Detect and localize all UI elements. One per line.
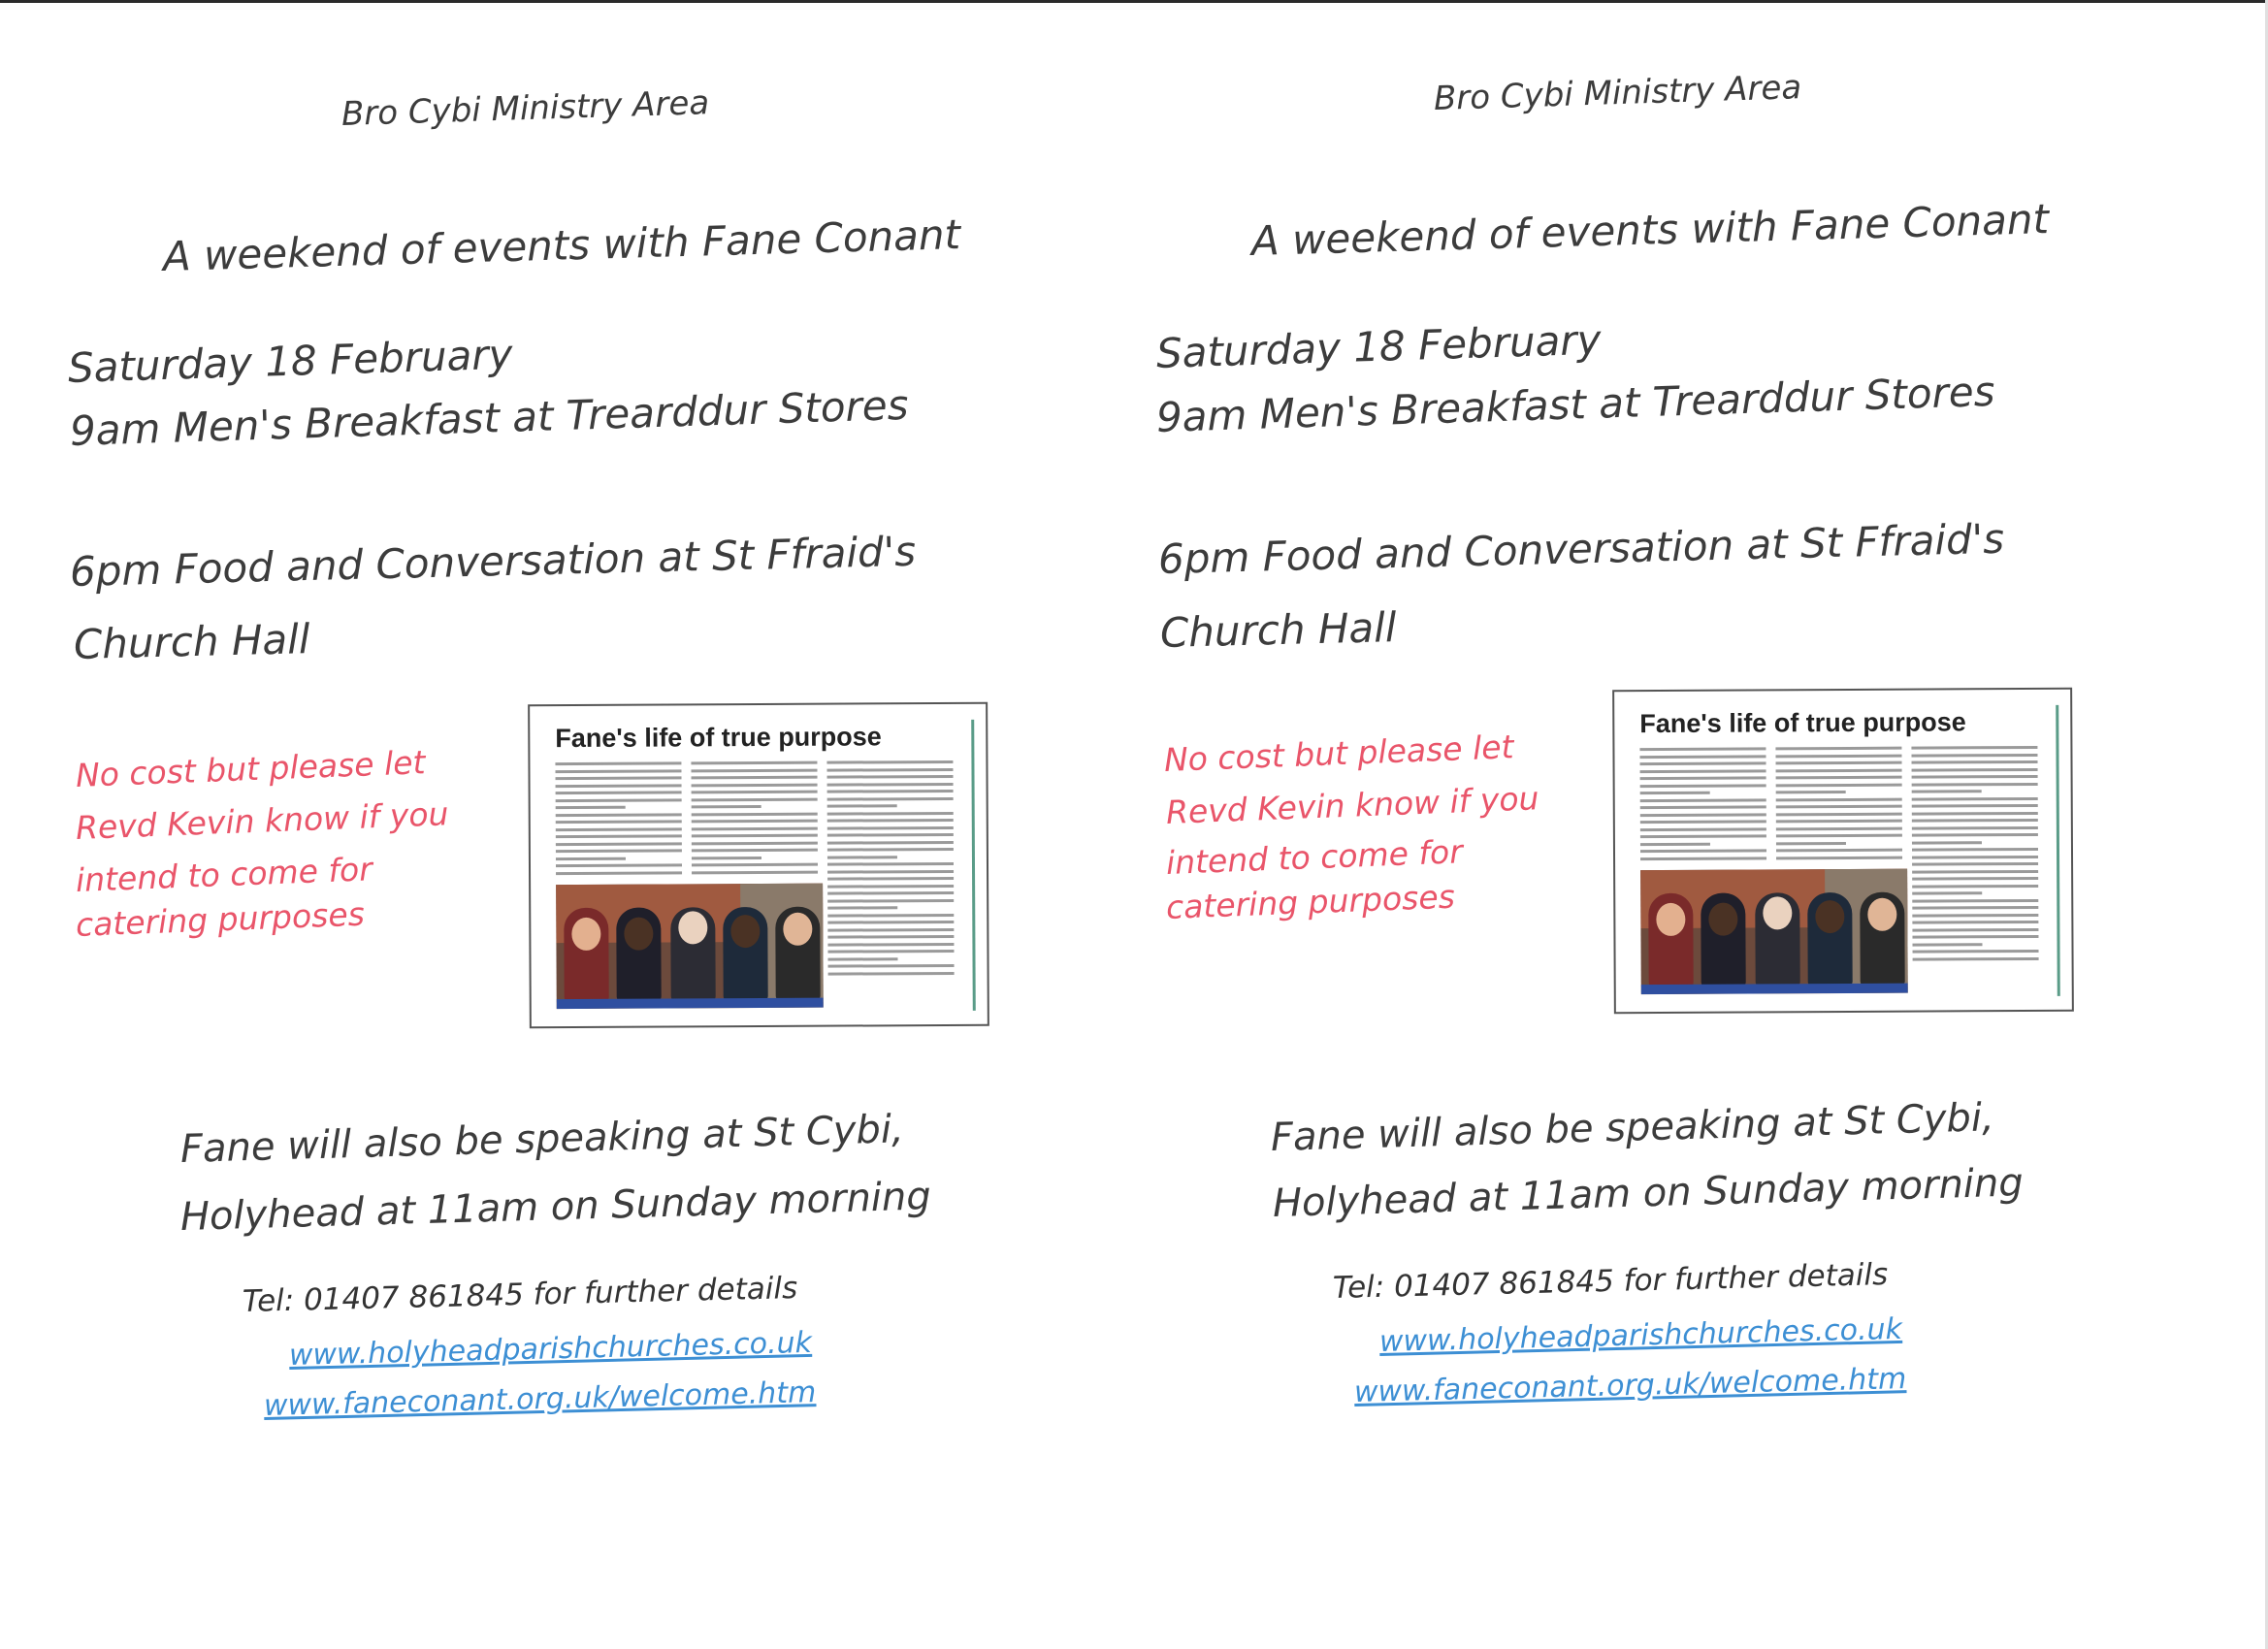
- telephone-line: Tel: 01407 861845 for further details: [242, 1271, 798, 1319]
- clipping-text-line: [827, 898, 954, 902]
- fane-website-link[interactable]: www.faneconant.org.uk/welcome.htm: [1353, 1362, 1907, 1409]
- clipping-text-line: [556, 842, 682, 846]
- clipping-text-line: [692, 820, 818, 824]
- clipping-text-line: [556, 827, 682, 831]
- clipping-text-line: [1912, 790, 1982, 792]
- speaking-line2: Holyhead at 11am on Sunday morning: [179, 1174, 932, 1240]
- clipping-text-line: [827, 884, 954, 888]
- clipping-title: Fane's life of true purpose: [555, 722, 882, 754]
- clipping-text-line: [1640, 857, 1766, 860]
- clipping-text-line: [1912, 891, 1982, 894]
- clipping-text-line: [1912, 804, 2038, 808]
- food-event-line1: 6pm Food and Conversation at St Ffraid's: [69, 527, 917, 596]
- clipping-text-line: [1776, 812, 1902, 816]
- clipping-text-line: [691, 768, 817, 772]
- clipping-text-line: [1640, 834, 1766, 838]
- clipping-text-line: [1640, 798, 1766, 802]
- clipping-text-line: [827, 833, 954, 837]
- clipping-photo: [1640, 869, 1908, 994]
- clipping-text-line: [1912, 848, 2038, 852]
- breakfast-event: 9am Men's Breakfast at Trearddur Stores: [1155, 367, 1996, 441]
- speaking-line2: Holyhead at 11am on Sunday morning: [1272, 1160, 2025, 1226]
- fane-website-link[interactable]: www.faneconant.org.uk/welcome.htm: [263, 1375, 817, 1423]
- clipping-text-line: [1912, 767, 2038, 771]
- clipping-text-line: [1776, 805, 1902, 809]
- clipping-text-line: [1912, 943, 1982, 946]
- clipping-text-line: [827, 869, 954, 873]
- clipping-text-line: [1912, 935, 2038, 939]
- clipping-text-line: [827, 862, 954, 866]
- clipping-text-line: [556, 784, 682, 788]
- clipping-text-line: [828, 964, 955, 968]
- parish-website-link[interactable]: www.holyheadparishchurches.co.uk: [1378, 1311, 1903, 1359]
- clipping-text-line: [556, 871, 682, 875]
- clipping-rule: [2056, 705, 2060, 996]
- clipping-text-line: [826, 767, 953, 771]
- clipping-text-line: [1639, 747, 1766, 751]
- clipping-text-line: [1776, 820, 1902, 824]
- clipping-text-line: [556, 857, 626, 859]
- food-event-line2: Church Hall: [73, 615, 311, 668]
- clipping-text-line: [1912, 760, 2038, 764]
- clipping-text-line: [692, 863, 818, 867]
- clipping-title: Fane's life of true purpose: [1639, 707, 1966, 739]
- flyer-right: [1106, 0, 2221, 1632]
- nocost-line: Revd Kevin know if you: [1165, 779, 1540, 831]
- clipping-text-line: [827, 825, 954, 829]
- event-title: A weekend of events with Fane Conant: [1250, 195, 2050, 265]
- clipping-text-line: [1912, 898, 2038, 902]
- clipping-text-line: [1776, 849, 1902, 853]
- clipping-text-line: [827, 819, 954, 823]
- newspaper-clipping: [1612, 688, 2074, 1014]
- clipping-text-line: [692, 856, 761, 858]
- breakfast-event: 9am Men's Breakfast at Trearddur Stores: [69, 380, 910, 455]
- event-title: A weekend of events with Fane Conant: [162, 210, 961, 280]
- clipping-text-line: [692, 841, 818, 845]
- clipping-text-line: [692, 783, 818, 787]
- newspaper-clipping: [528, 702, 989, 1028]
- clipping-text-line: [1776, 856, 1902, 859]
- clipping-text-line: [1776, 761, 1902, 765]
- clipping-text-line: [827, 856, 897, 858]
- clipping-text-line: [1640, 827, 1766, 831]
- clipping-text-line: [1640, 805, 1766, 809]
- clipping-text-line: [826, 760, 953, 764]
- clipping-text-line: [1640, 820, 1766, 824]
- clipping-text-line: [1913, 950, 2039, 954]
- clipping-text-line: [827, 804, 897, 807]
- food-event-line2: Church Hall: [1159, 603, 1398, 657]
- flyer-left: [0, 0, 1116, 1649]
- clipping-text-line: [692, 849, 818, 853]
- clipping-text-line: [827, 921, 954, 924]
- clipping-text-line: [1640, 842, 1710, 845]
- clipping-text-line: [556, 776, 682, 780]
- clipping-text-line: [692, 776, 818, 780]
- clipping-text-line: [1640, 849, 1766, 853]
- clipping-text-line: [827, 913, 954, 917]
- clipping-text-line: [1776, 776, 1902, 780]
- nocost-line: intend to come for: [1165, 832, 1464, 882]
- clipping-text-line: [1639, 755, 1766, 759]
- clipping-text-line: [1775, 747, 1901, 751]
- clipping-text-line: [1912, 811, 2038, 815]
- nocost-line: intend to come for: [75, 850, 373, 899]
- clipping-text-line: [1911, 753, 2037, 757]
- clipping-text-line: [692, 797, 818, 801]
- clipping-text-line: [827, 935, 954, 939]
- clipping-text-line: [827, 811, 954, 815]
- clipping-text-line: [692, 870, 818, 874]
- clipping-text-line: [691, 761, 817, 765]
- clipping-text-line: [555, 769, 681, 773]
- clipping-text-line: [827, 906, 897, 909]
- clipping-text-line: [827, 891, 954, 895]
- clipping-text-line: [1912, 862, 2038, 866]
- clipping-text-line: [692, 826, 818, 830]
- parish-website-link[interactable]: www.holyheadparishchurches.co.uk: [288, 1325, 813, 1373]
- clipping-text-line: [1776, 841, 1846, 844]
- nocost-line: No cost but please let: [1163, 728, 1515, 779]
- clipping-text-line: [1776, 826, 1902, 830]
- clipping-text-line: [1640, 769, 1766, 773]
- clipping-text-line: [1913, 956, 2039, 960]
- clipping-text-line: [1775, 754, 1901, 758]
- clipping-text-line: [1640, 761, 1766, 765]
- clipping-text-line: [1912, 869, 2038, 873]
- clipping-text-line: [1776, 783, 1902, 787]
- telephone-line: Tel: 01407 861845 for further details: [1332, 1257, 1889, 1306]
- clipping-text-line: [692, 834, 818, 838]
- clipping-text-line: [1640, 792, 1710, 794]
- clipping-text-line: [1912, 877, 2038, 881]
- clipping-text-line: [1912, 913, 2038, 917]
- clipping-text-line: [1912, 921, 2038, 924]
- clipping-text-line: [1776, 797, 1902, 801]
- clipping-text-line: [692, 791, 818, 794]
- clipping-text-line: [1912, 884, 2038, 888]
- ministry-heading: Bro Cybi Ministry Area: [1433, 68, 1802, 118]
- clipping-text-line: [555, 761, 681, 765]
- clipping-text-line: [1640, 776, 1766, 780]
- clipping-text-line: [556, 791, 682, 794]
- speaking-line1: Fane will also be speaking at St Cybi,: [179, 1107, 905, 1172]
- clipping-text-line: [827, 848, 954, 852]
- event-date: Saturday 18 February: [1155, 315, 1603, 377]
- clipping-text-line: [556, 806, 626, 809]
- clipping-text-line: [556, 813, 682, 817]
- clipping-text-line: [827, 950, 954, 954]
- clipping-text-line: [827, 942, 954, 946]
- clipping-text-line: [827, 790, 954, 793]
- clipping-text-line: [1912, 833, 2038, 837]
- clipping-text-line: [556, 849, 682, 853]
- clipping-text-line: [556, 834, 682, 838]
- clipping-text-line: [827, 877, 954, 881]
- clipping-photo: [556, 884, 824, 1009]
- clipping-text-line: [1776, 768, 1902, 772]
- nocost-line: No cost but please let: [75, 743, 427, 794]
- clipping-text-line: [1911, 746, 2037, 750]
- food-event-line1: 6pm Food and Conversation at St Ffraid's: [1157, 514, 2005, 583]
- clipping-text-line: [1776, 834, 1902, 838]
- clipping-text-line: [556, 820, 682, 824]
- clipping-text-line: [692, 812, 818, 816]
- clipping-text-line: [1912, 906, 2038, 910]
- clipping-text-line: [827, 840, 954, 844]
- ministry-heading: Bro Cybi Ministry Area: [340, 83, 710, 134]
- clipping-text-line: [692, 805, 761, 808]
- clipping-text-line: [827, 775, 954, 779]
- clipping-text-line: [1912, 775, 2038, 779]
- clipping-text-line: [556, 863, 682, 867]
- nocost-line: Revd Kevin know if you: [75, 794, 450, 847]
- clipping-text-line: [827, 927, 954, 931]
- clipping-text-line: [828, 971, 955, 975]
- clipping-text-line: [1912, 819, 2038, 823]
- clipping-text-line: [827, 782, 954, 786]
- clipping-text-line: [827, 957, 897, 960]
- nocost-line: catering purposes: [75, 894, 366, 944]
- clipping-text-line: [1640, 784, 1766, 788]
- clipping-text-line: [1776, 791, 1846, 793]
- speaking-line1: Fane will also be speaking at St Cybi,: [1270, 1095, 1995, 1160]
- clipping-text-line: [1912, 782, 2038, 786]
- event-date: Saturday 18 February: [67, 330, 514, 392]
- clipping-text-line: [556, 798, 682, 802]
- clipping-text-line: [1912, 841, 1982, 844]
- clipping-text-line: [1912, 927, 2038, 931]
- clipping-rule: [971, 720, 976, 1011]
- clipping-text-line: [1912, 825, 2038, 829]
- clipping-text-line: [1912, 796, 2038, 800]
- nocost-line: catering purposes: [1165, 877, 1456, 926]
- clipping-text-line: [827, 796, 954, 800]
- clipping-text-line: [1912, 855, 2038, 858]
- clipping-text-line: [1640, 813, 1766, 817]
